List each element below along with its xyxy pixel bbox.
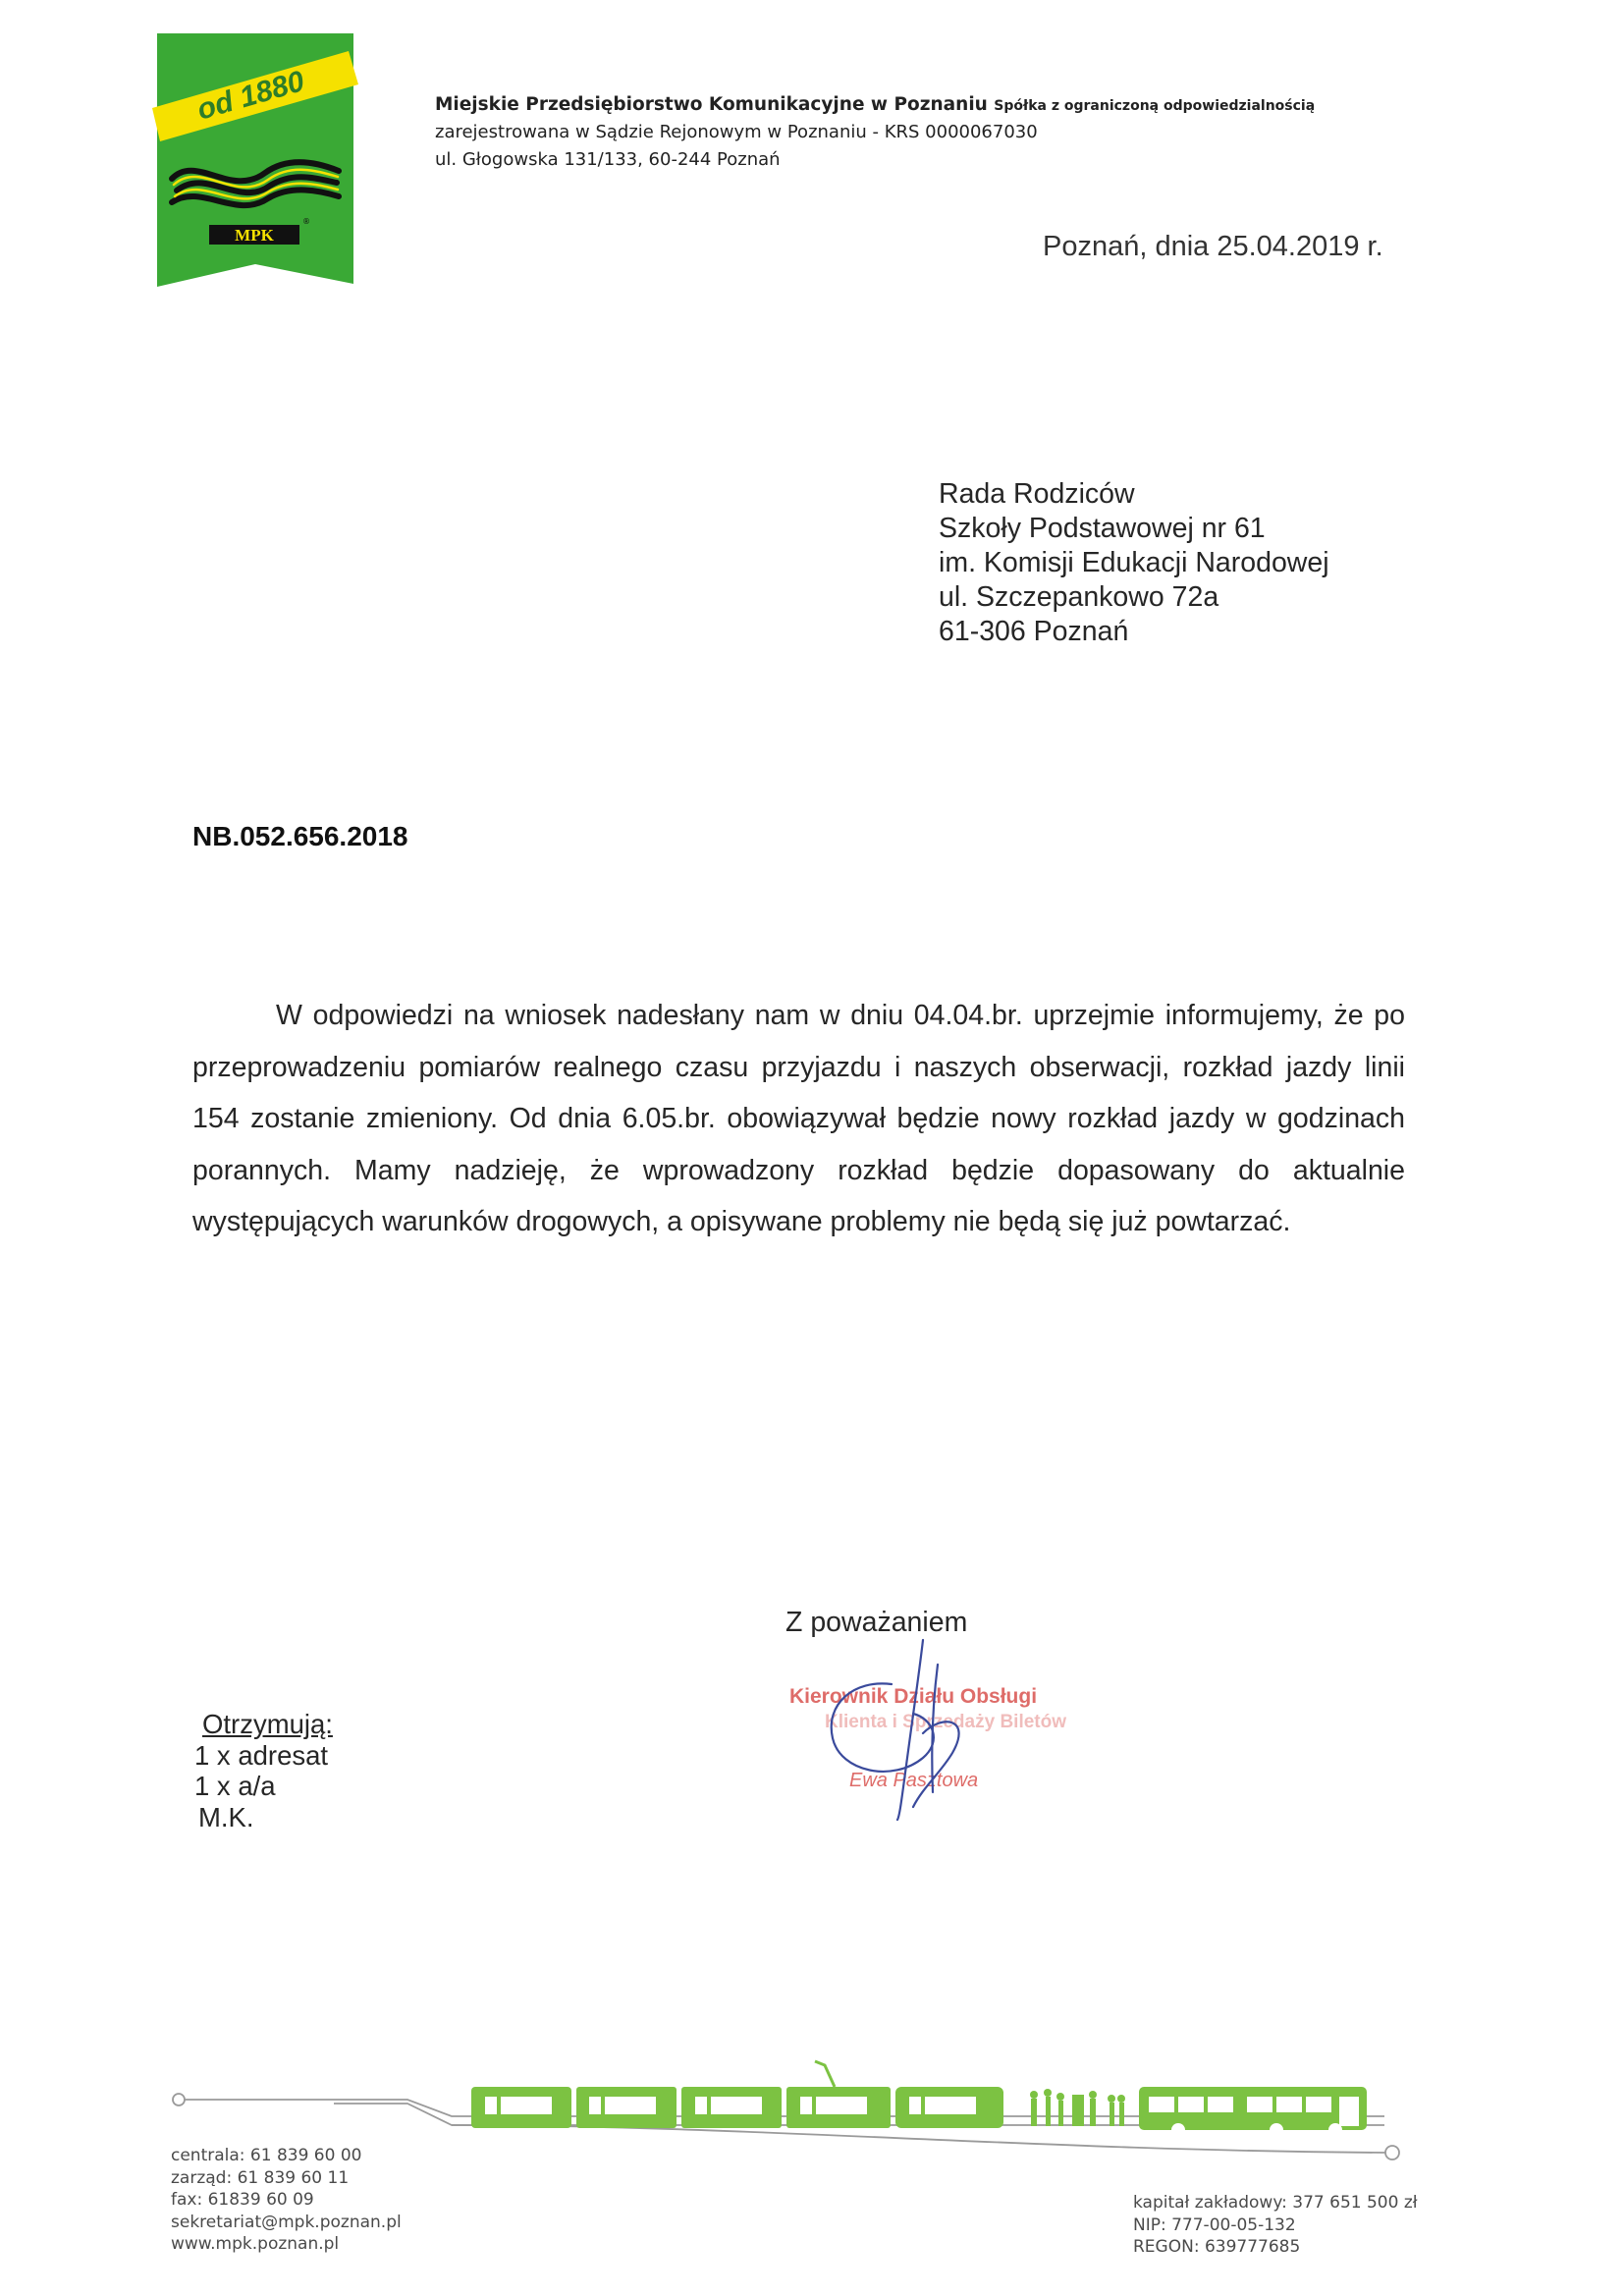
footer-contacts (171, 2145, 402, 2256)
tram-icon (471, 2061, 1003, 2128)
share-capital: kapitał zakładowy: 377 651 500 zł (1133, 2193, 1418, 2213)
copies-to-list (192, 1709, 333, 1832)
contact-email: sekretariat@mpk.poznan.pl (171, 2212, 402, 2232)
stamp-name: Ewa Pasztowa (849, 1770, 979, 1791)
stamp-title-line2: Klienta i Sprzedaży Biletów (825, 1712, 1066, 1732)
svg-text:MPK: MPK (235, 226, 274, 245)
list-item: 1 x a/a (194, 1771, 276, 1801)
address-line: Szkoły Podstawowej nr 61 (939, 513, 1266, 544)
contact-phone: centrala: 61 839 60 00 (171, 2146, 362, 2165)
stamp-title-line1: Kierownik Działu Obsługi (789, 1685, 1038, 1708)
company-address: ul. Głogowska 131/133, 60-244 Poznań (435, 149, 781, 170)
stamp-and-signature (776, 1625, 1100, 1822)
svg-text:®: ® (302, 217, 310, 226)
contact-board: zarząd: 61 839 60 11 (171, 2167, 350, 2188)
address-line: im. Komisji Edukacji Narodowej (939, 547, 1329, 578)
contact-fax: fax: 61839 60 09 (171, 2190, 314, 2210)
recipient-address (939, 477, 1329, 649)
closing-phrase: Z poważaniem (785, 1607, 968, 1638)
address-line: Rada Rodziców (939, 478, 1135, 510)
letter-date: Poznań, dnia 25.04.2019 r. (1043, 231, 1383, 262)
company-registration: zarejestrowana w Sądzie Rejonowym w Poznaniu - KRS 0000067030 (435, 122, 1038, 142)
svg-text:od 1880: od 1880 (193, 65, 308, 127)
regon-number: REGON: 639777685 (1133, 2237, 1301, 2257)
copies-to-title: Otrzymują: (202, 1709, 333, 1739)
list-item: M.K. (198, 1801, 254, 1832)
letter-body: W odpowiedzi na wniosek nadesłany nam w dniu 04.04.br. uprzejmie informujemy, że po przeprowadzeniu pomiarów realnego czasu przyjazdu i naszych obserwacji, rozkład jazdy linii 154 zostanie zmieniony. Od dnia 6.05.br. obowiązywał będzie nowy rozkład jazdy w godzinach porannych. Mamy nadzieję, że wprowadzony rozkład będzie dopasowany do aktualnie występujących warunków drogowych, a opisywane problemy nie będą się już powtarzać. (192, 1000, 1405, 1237)
address-line: ul. Szczepankowo 72a (939, 581, 1219, 613)
contact-website: www.mpk.poznan.pl (171, 2234, 340, 2254)
address-line: 61-306 Poznań (939, 616, 1129, 647)
footer-company-data (1133, 2192, 1418, 2259)
company-legal-form: Spółka z ograniczoną odpowiedzialnością (994, 98, 1316, 114)
nip-number: NIP: 777-00-05-132 (1133, 2214, 1296, 2235)
list-item: 1 x adresat (194, 1739, 329, 1771)
mpk-logo (152, 33, 358, 289)
passengers-icon (1030, 2089, 1125, 2126)
company-name-line (435, 94, 1315, 115)
reference-number: NB.052.656.2018 (192, 821, 408, 851)
company-name: Miejskie Przedsiębiorstwo Komunikacyjne w Poznaniu (435, 94, 988, 115)
